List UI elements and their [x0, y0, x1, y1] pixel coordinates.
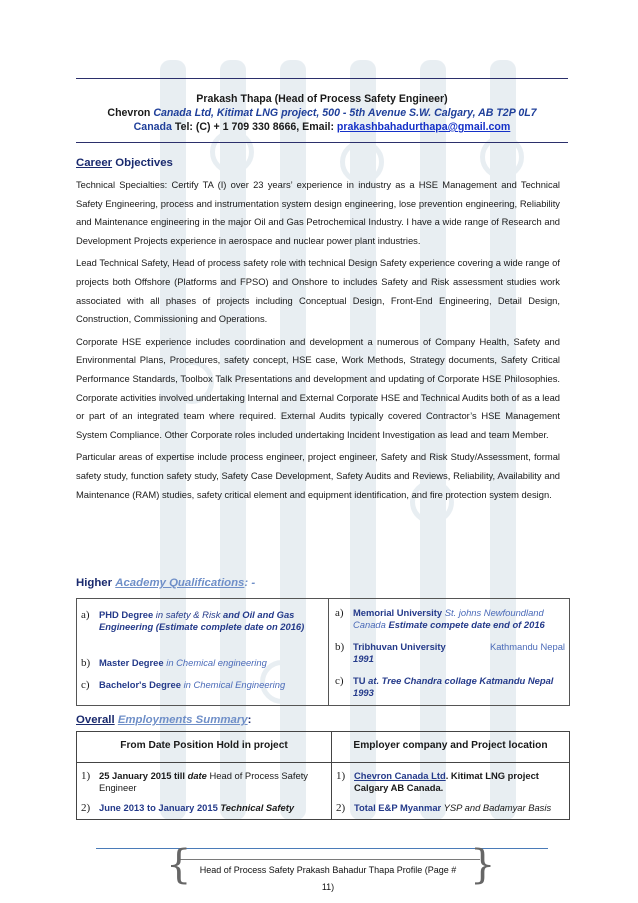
career-objectives-body: [76, 176, 560, 508]
degree-field: in safety & Risk: [153, 609, 224, 620]
column-header-employer: Employer company and Project location: [353, 740, 548, 751]
university-name: TU: [353, 675, 366, 686]
company: Total E&P Myanmar: [354, 802, 442, 813]
company-name: Chevron: [107, 107, 151, 119]
university-note: Estimate compete date end of 2016: [388, 619, 545, 630]
employment-table: [76, 731, 570, 820]
degree-extra: and Oil and Gas Engineering (Estimate complete date on 2016): [99, 609, 305, 632]
address: Canada Ltd, Kitimat LNG project, 500 - 5th Avenue S.W. Calgary, AB T2P 0L7: [153, 107, 537, 119]
heading-italic: Employments Summary: [117, 714, 248, 726]
heading-word-career: Career: [76, 157, 113, 169]
degree-field: in Chemical Engineering: [180, 679, 286, 690]
career-objectives-heading: [76, 157, 173, 169]
position: Technical Safety: [220, 802, 295, 813]
item-label: c): [335, 675, 344, 687]
row-number: 2): [336, 802, 346, 814]
country: Canada: [133, 121, 172, 133]
phone-line: Tel: (C) + 1 709 330 8666, Email:: [174, 121, 337, 133]
paragraph: Corporate HSE experience includes coordination and development a numerous of Company Health, Safety and Environmental Plans, Procedures, safety concept, HSE case, Work Methods, Strategy documents, Safety Critical Performance Standards, Toolbox Talk Presentations and development and updating of Corporate HSE Philosophies. Corporate activities involved undertaking Internal and External Corporate HSE and Technical Audits both of as a lead or part of an integrated team where required. External Audits typically covered Contractor’s HSE Management System Compliance. Other Corporate roles included undertaking Incident Investigation as lead and team Member.: [76, 335, 560, 440]
degree-name: Master Degree: [99, 657, 164, 668]
page-footer: [178, 862, 478, 896]
item-label: b): [335, 641, 345, 653]
degree-name: Bachelor's Degree: [99, 679, 181, 690]
degree-name: PHD Degree: [99, 609, 154, 620]
row-number: 2): [81, 802, 91, 814]
university-note: 1991: [353, 653, 374, 664]
footer-line-2: 11): [321, 882, 335, 892]
footer-rule-inner: [180, 859, 480, 860]
university-location: Kathmandu Nepal: [489, 641, 565, 652]
degree-field: in Chemical engineering: [163, 657, 267, 668]
paragraph: Particular areas of expertise include process engineer, project engineer, Safety and Risk Study/Assessment, formal safety study, function safety study, Safety Case Development, Safety Audits and Reviews, Reliability, Availability and Maintenance (RAM) studies, safety critical element and equipment identification, and fire protection system design.: [76, 451, 560, 500]
heading-bold: Overall: [76, 714, 115, 726]
heading-tail: :: [247, 714, 252, 726]
header-rule: [76, 142, 568, 143]
date-end: date: [187, 770, 207, 781]
paragraph: Technical Specialties: Certify TA (I) over 23 years’ experience in industry as a HSE Management and Technical Safety Engineering, process and instrumentation system design engineering, lose prevention engineering, Reliability and Maintenance engineering in the major Oil and Gas Petrochemical Industry. I have a wide range of Research and Development Projects experience in aerospace and nuclear power plant industries.: [76, 179, 560, 246]
company: Chevron Canada Ltd: [354, 770, 446, 781]
item-label: a): [81, 609, 90, 621]
row-number: 1): [81, 770, 91, 782]
paragraph: Lead Technical Safety, Head of process safety role with technical Design Safety experience covering a wide range of projects both Offshore (Platforms and FPSO) and Onshore to includes Safety and Risk assessment studies work associated with all phases of projects including Conceptual Design, Front-End Engineering, Detail Design, Construction, Commissioning and Operations.: [76, 257, 560, 325]
item-label: c): [81, 679, 90, 691]
qualifications-box: [76, 598, 570, 706]
item-label: a): [335, 607, 344, 619]
qualifications-heading: [76, 577, 255, 589]
footer-left-brace: {: [166, 842, 192, 888]
footer-right-brace: }: [470, 842, 496, 888]
row-number: 1): [336, 770, 346, 782]
university-name: Memorial University: [353, 607, 443, 618]
candidate-name: Prakash Thapa (Head of Process Safety Engineer): [196, 93, 448, 105]
top-rule: [76, 78, 568, 79]
column-header-dates: From Date Position Hold in project: [120, 740, 288, 751]
contact-header: [76, 92, 568, 134]
university-location: St. johns Newfoundland Canada: [353, 607, 544, 630]
employment-heading: [76, 714, 251, 726]
date-range: June 2013 to January 2015: [99, 802, 221, 813]
heading-tail: : -: [244, 577, 256, 589]
item-label: b): [81, 657, 91, 669]
university-note: at. Tree Chandra collage Katmandu Nepal 1993: [353, 675, 554, 698]
heading-bold: Higher: [76, 577, 113, 589]
university-name: Tribhuvan University: [353, 641, 446, 652]
position: Head of Process Safety Engineer: [99, 770, 308, 793]
project-location: YSP and Badamyar Basis: [441, 802, 552, 813]
project-location: . Kitimat LNG project Calgary AB Canada.: [354, 770, 539, 793]
heading-italic: Academy Qualifications: [115, 577, 245, 589]
date-range: 25 January 2015 till: [99, 770, 188, 781]
footer-line-1: Head of Process Safety Prakash Bahadur Thapa Profile (Page #: [199, 865, 457, 875]
email-link[interactable]: prakashbahadurthapa@gmail.com: [336, 121, 511, 133]
heading-word-objectives: Objectives: [112, 157, 173, 169]
